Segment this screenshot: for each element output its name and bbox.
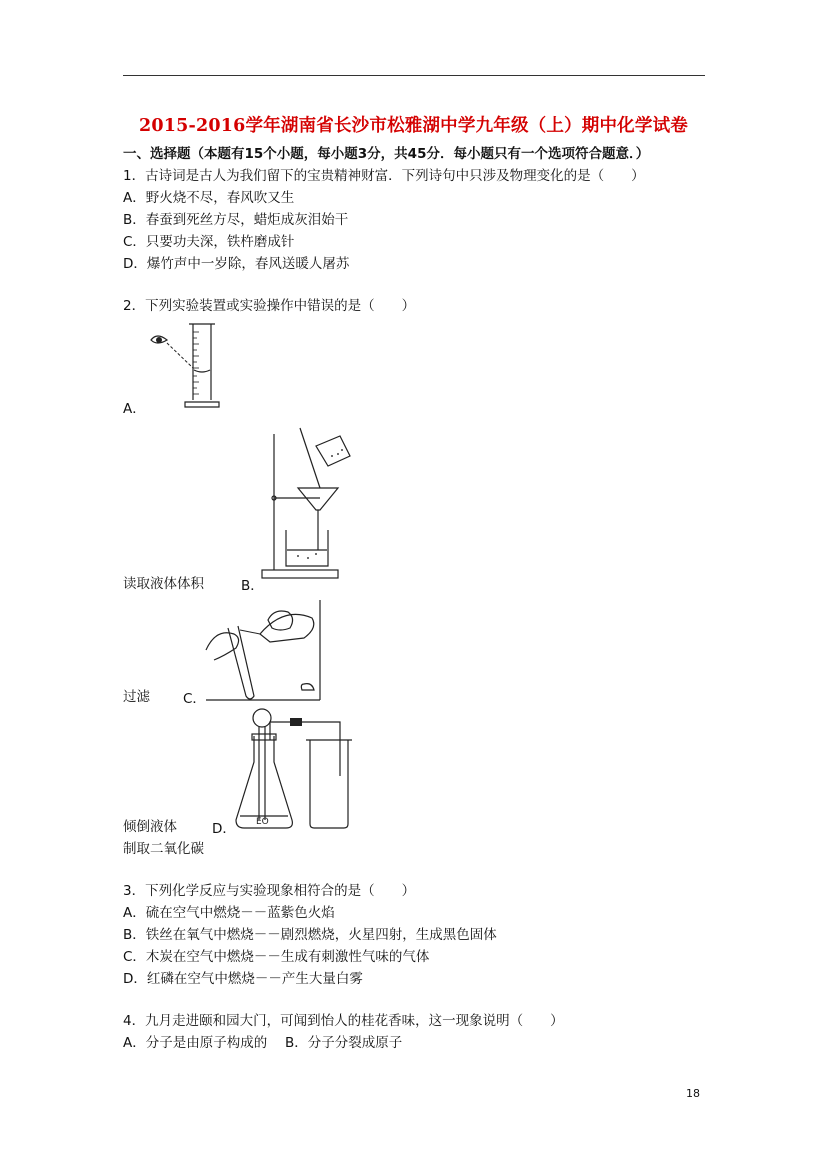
co2-apparatus-figure bbox=[230, 706, 355, 832]
page-number: 18 bbox=[686, 1087, 700, 1100]
q3-option-a: A．硫在空气中燃烧－－蓝紫色火焰 bbox=[123, 905, 335, 921]
q2-caption-b: 过滤 bbox=[123, 689, 150, 705]
q2-label-a: A． bbox=[123, 401, 146, 417]
q4-stem: 4．九月走进颐和园大门，可闻到怡人的桂花香味，这一现象说明（ ） bbox=[123, 1013, 564, 1029]
q2-stem: 2．下列实验装置或实验操作中错误的是（ ） bbox=[123, 298, 416, 314]
q3-option-c: C．木炭在空气中燃烧－－生成有刺激性气味的气体 bbox=[123, 949, 430, 965]
q2-caption-c: 倾倒液体 bbox=[123, 819, 177, 835]
graduated-cylinder-figure bbox=[145, 318, 225, 410]
q3-option-b: B．铁丝在氧气中燃烧－－剧烈燃烧，火星四射，生成黑色固体 bbox=[123, 927, 497, 943]
filtration-figure bbox=[258, 426, 358, 584]
q1-option-d: D．爆竹声中一岁除，春风送暖人屠苏 bbox=[123, 256, 350, 272]
q2-label-c: C． bbox=[183, 691, 206, 707]
header-rule bbox=[123, 75, 705, 76]
q3-stem: 3．下列化学反应与实验现象相符合的是（ ） bbox=[123, 883, 416, 899]
q2-label-d: D． bbox=[212, 821, 236, 837]
section-heading: 一、选择题（本题有15个小题，每小题3分，共45分．每小题只有一个选项符合题意．） bbox=[123, 146, 650, 162]
q1-option-b: B．春蚕到死丝方尽，蜡炬成灰泪始干 bbox=[123, 212, 349, 228]
q3-option-d: D．红磷在空气中燃烧－－产生大量白雾 bbox=[123, 971, 363, 987]
svg-text:EO: EO bbox=[256, 817, 269, 827]
q4-options-ab: A．分子是由原子构成的 B．分子分裂成原子 bbox=[123, 1035, 403, 1051]
q2-caption-d: 制取二氧化碳 bbox=[123, 841, 204, 857]
q2-caption-a: 读取液体体积 bbox=[123, 576, 204, 592]
page-title: 2015-2016学年湖南省长沙市松雅湖中学九年级（上）期中化学试卷 bbox=[139, 116, 688, 136]
q1-option-c: C．只要功夫深，铁杵磨成针 bbox=[123, 234, 295, 250]
pouring-liquid-figure bbox=[200, 598, 325, 703]
q1-option-a: A．野火烧不尽，春风吹又生 bbox=[123, 190, 295, 206]
q1-stem: 1．古诗词是古人为我们留下的宝贵精神财富．下列诗句中只涉及物理变化的是（ ） bbox=[123, 168, 645, 184]
q2-label-b: B． bbox=[241, 578, 264, 594]
